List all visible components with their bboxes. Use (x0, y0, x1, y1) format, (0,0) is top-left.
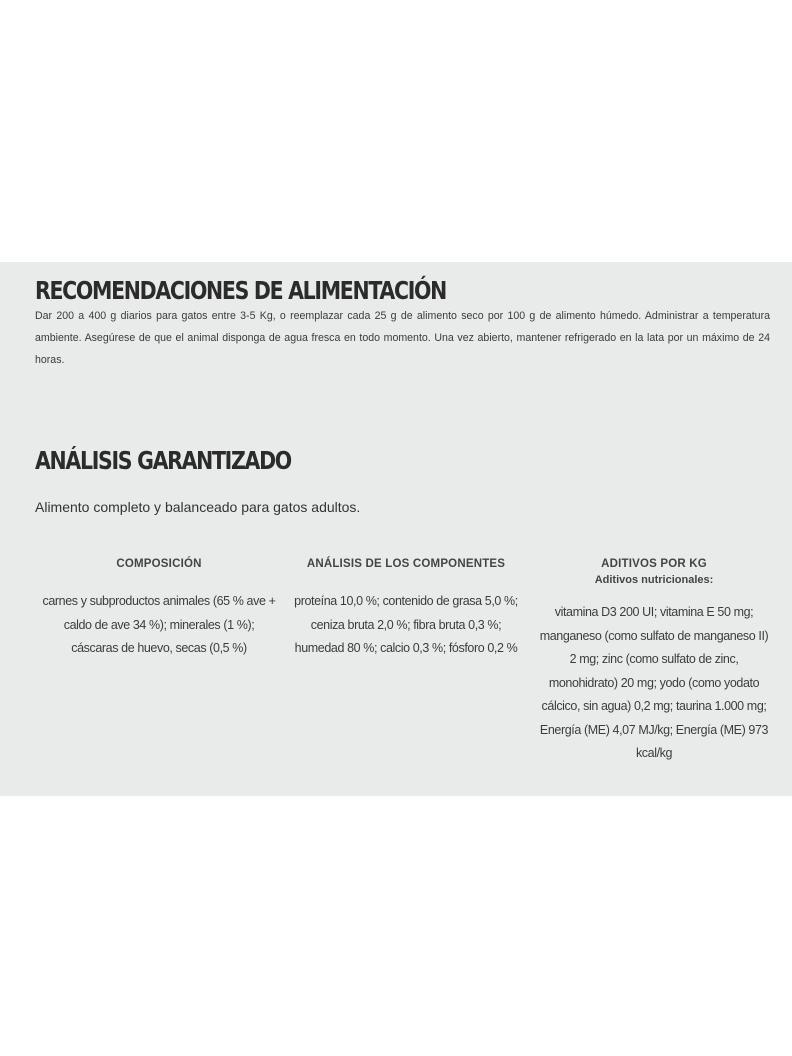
feeding-recommendations-text: Dar 200 a 400 g diarios para gatos entre 3-5 Kg, o reemplazar cada 25 g de alimento seco por 100 g de alimento húmedo. Administrar a temperatura ambiente. Asegúrese de que el animal disponga de agua fresca en todo momento. Una vez abierto, mantener refrigerado en la lata por un máximo de 24 horas. (35, 310, 770, 366)
composition-column (40, 556, 278, 661)
additives-text: vitamina D3 200 UI; vitamina E 50 mg; manganeso (como sulfato de manganeso II) 2 mg; zinc (como sulfato de zinc, monohidrato) 20 mg; yodo (como yodato cálcico, sin agua) 0,2 mg; taurina 1.000 mg; Energía (ME) 4,07 MJ/kg; Energía (ME) 973 kcal/kg (539, 605, 769, 760)
components-column (288, 556, 524, 661)
components-text: proteína 10,0 %; contenido de grasa 5,0 %; ceniza bruta 2,0 %; fibra bruta 0,3 %; humedad 80 %; calcio 0,3 %; fósforo 0,2 % (294, 594, 518, 655)
composition-title: COMPOSICIÓN (116, 558, 202, 570)
guaranteed-analysis-heading: ANÁLISIS GARANTIZADO (35, 446, 291, 475)
composition-text: carnes y subproductos animales (65 % ave + caldo de ave 34 %); minerales (1 %); cáscaras de huevo, secas (0,5 %) (42, 594, 276, 655)
additives-column (538, 556, 770, 766)
guaranteed-analysis-intro: Alimento completo y balanceado para gatos adultos. (35, 499, 361, 515)
feeding-recommendations-heading: RECOMENDACIONES DE ALIMENTACIÓN (35, 276, 446, 305)
additives-title: ADITIVOS POR KG (601, 558, 707, 570)
additives-subtitle: Aditivos nutricionales: (594, 574, 714, 586)
components-title: ANÁLISIS DE LOS COMPONENTES (306, 558, 506, 570)
